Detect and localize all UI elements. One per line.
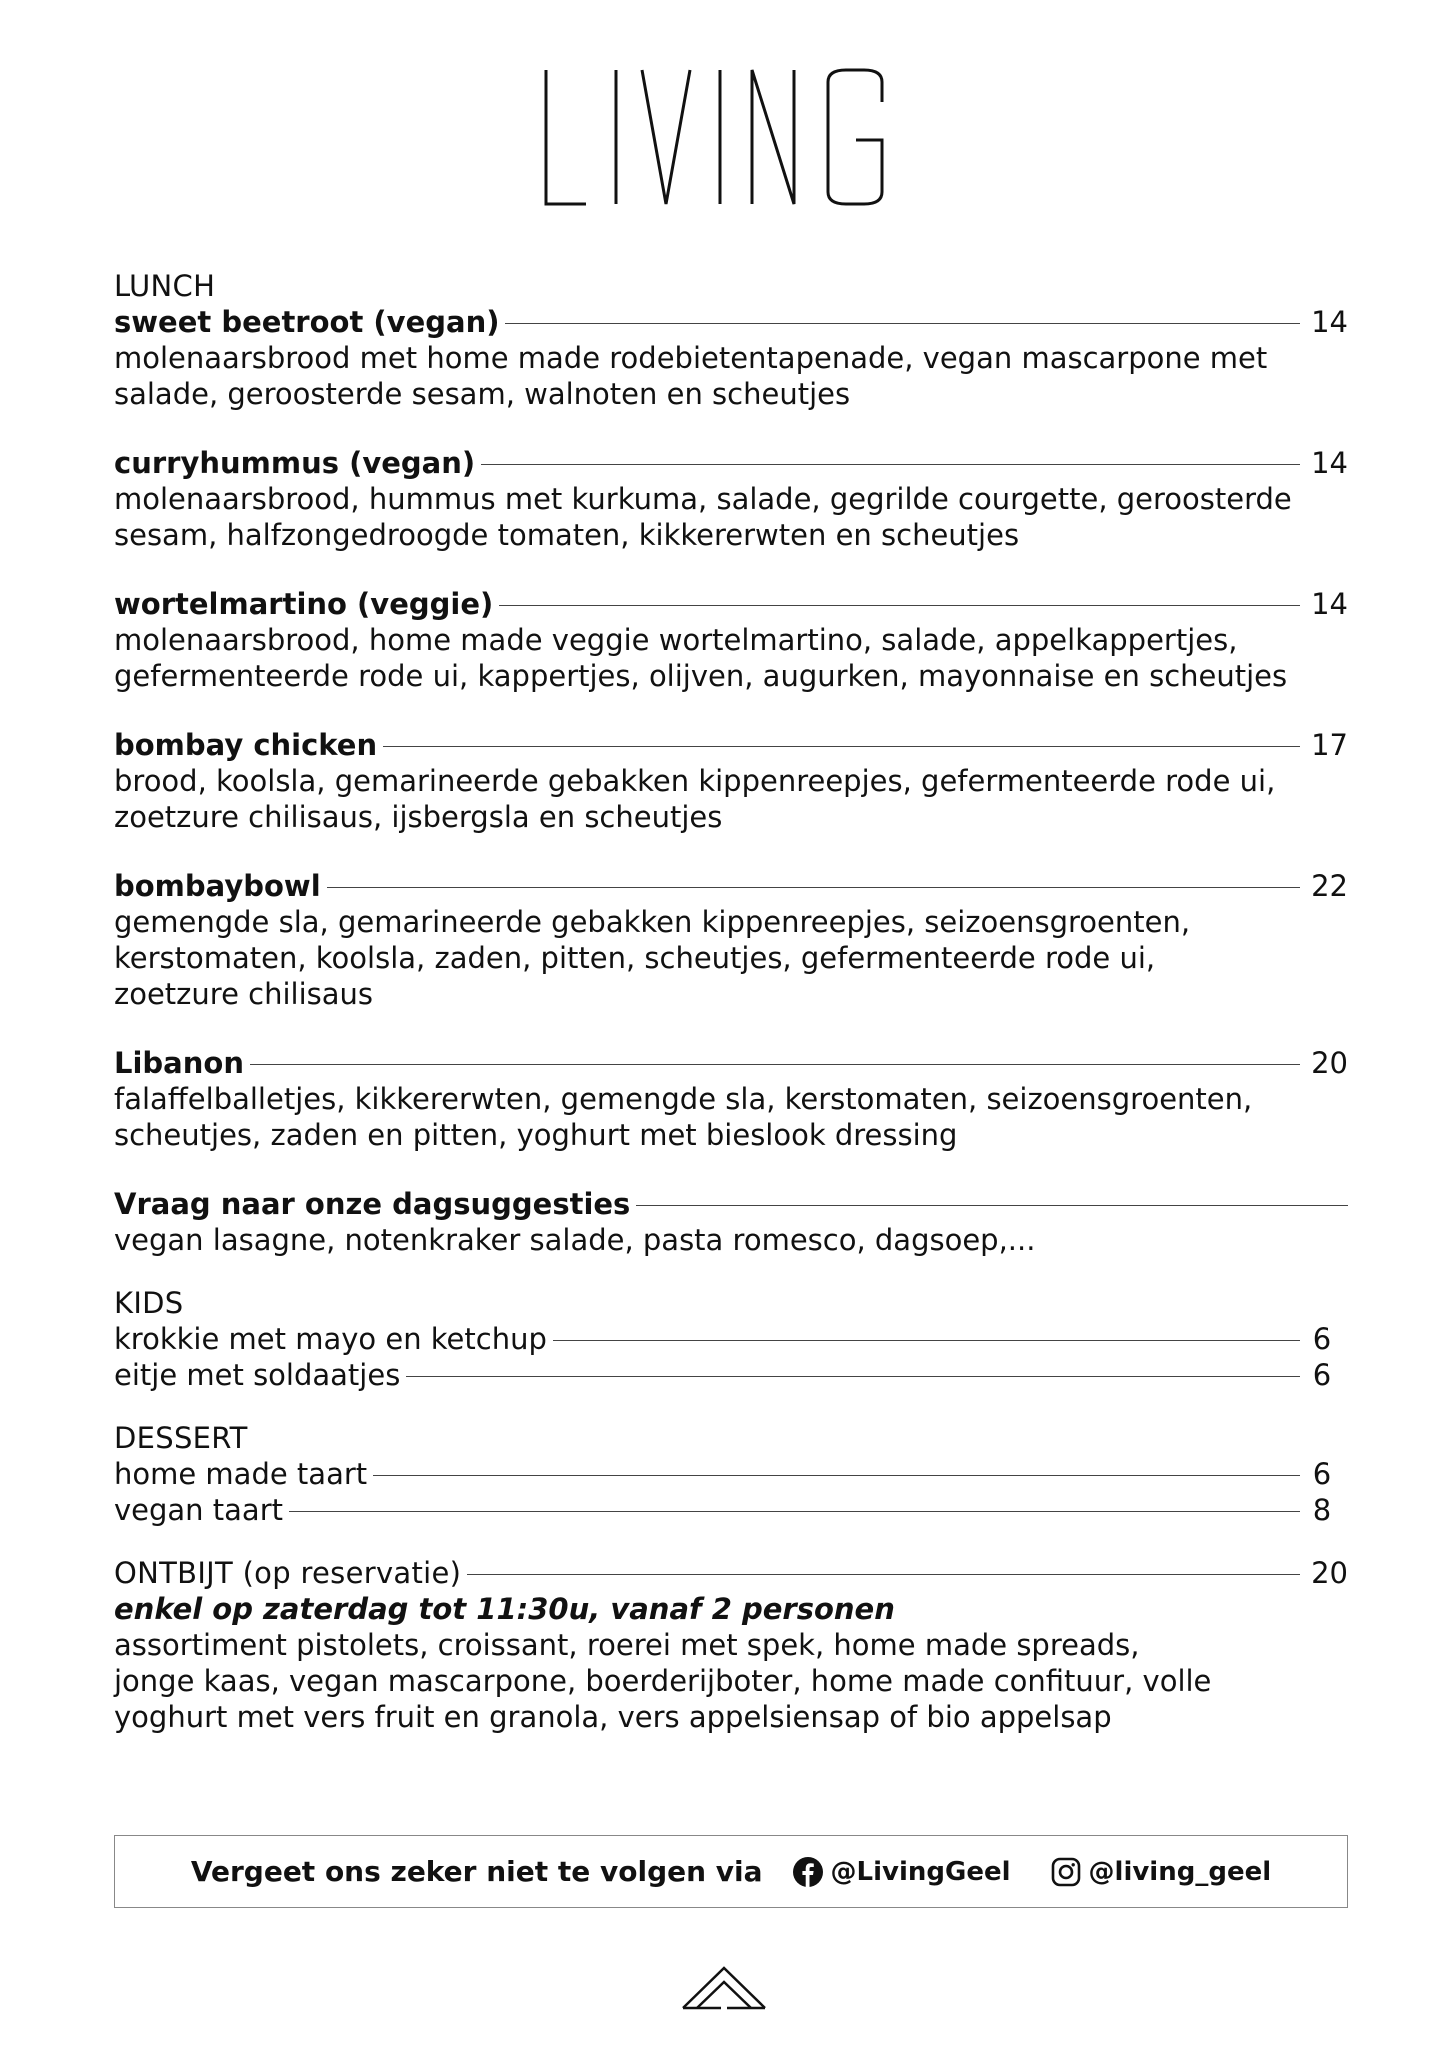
suggestions-title: Vraag naar onze dagsuggesties: [114, 1187, 631, 1221]
item-price: 6: [1312, 1358, 1332, 1392]
section-title-kids: KIDS: [114, 1286, 184, 1320]
leader-line: [373, 1475, 1300, 1476]
breakfast-price: 20: [1311, 1556, 1348, 1590]
item-description: zoetzure chilisaus, ijsbergsla en scheutjes: [114, 800, 723, 834]
item-description: falaffelballetjes, kikkererwten, gemengde sla, kerstomaten, seizoensgroenten,: [114, 1082, 1253, 1116]
brand-mark: [0, 1964, 1448, 2018]
leader-line: [327, 887, 1300, 888]
item-name: vegan taart: [114, 1493, 283, 1527]
leader-line: [499, 605, 1300, 606]
daily-suggestions: [114, 1186, 1348, 1258]
item-price: 14: [1311, 446, 1348, 480]
leader-line: [481, 464, 1300, 465]
item-price: 20: [1311, 1046, 1348, 1080]
leader-line: [250, 1064, 1300, 1065]
breakfast-description: jonge kaas, vegan mascarpone, boerderijboter, home made confituur, volle: [114, 1664, 1212, 1698]
menu-item: [114, 304, 1348, 412]
item-price: 22: [1311, 869, 1348, 903]
item-description: molenaarsbrood, home made veggie wortelmartino, salade, appelkappertjes,: [114, 623, 1238, 657]
item-price: 14: [1311, 587, 1348, 621]
instagram-handle: @living_geel: [1088, 1856, 1272, 1887]
breakfast-note: enkel op zaterdag tot 11:30u, vanaf 2 personen: [114, 1592, 895, 1626]
instagram-icon: [1051, 1857, 1081, 1887]
menu-item: [114, 445, 1348, 553]
item-name: wortelmartino (veggie): [114, 587, 494, 621]
menu-content: [114, 268, 1348, 1735]
item-description: salade, geroosterde sesam, walnoten en scheutjes: [114, 377, 851, 411]
item-description: scheutjes, zaden en pitten, yoghurt met bieslook dressing: [114, 1118, 958, 1152]
suggestions-description: vegan lasagne, notenkraker salade, pasta romesco, dagsoep,...: [114, 1223, 1036, 1257]
item-name: bombaybowl: [114, 869, 321, 903]
menu-item: [114, 1456, 1348, 1492]
item-description: molenaarsbrood met home made rodebietentapenade, vegan mascarpone met: [114, 341, 1268, 375]
item-price: 6: [1312, 1322, 1332, 1356]
item-price: 17: [1311, 728, 1348, 762]
menu-item: [114, 727, 1348, 835]
menu-item: [114, 1321, 1348, 1357]
leader-line: [406, 1376, 1300, 1377]
item-description: sesam, halfzongedroogde tomaten, kikkererwten en scheutjes: [114, 518, 1020, 552]
item-price: 6: [1312, 1457, 1332, 1491]
menu-item: [114, 1045, 1348, 1153]
menu-item: [114, 586, 1348, 694]
item-name: krokkie met mayo en ketchup: [114, 1322, 547, 1356]
menu-item: [114, 1492, 1348, 1528]
item-name: curryhummus (vegan): [114, 446, 476, 480]
item-name: bombay chicken: [114, 728, 378, 762]
item-description: molenaarsbrood, hummus met kurkuma, salade, gegrilde courgette, geroosterde: [114, 482, 1292, 516]
item-name: home made taart: [114, 1457, 368, 1491]
leader-line: [383, 746, 1300, 747]
leader-line: [636, 1205, 1348, 1206]
item-description: brood, koolsla, gemarineerde gebakken kippenreepjes, gefermenteerde rode ui,: [114, 764, 1276, 798]
section-title-breakfast: ONTBIJT (op reservatie): [114, 1556, 462, 1590]
follow-text: Vergeet ons zeker niet te volgen via: [190, 1855, 763, 1888]
menu-item: [114, 868, 1348, 1012]
roof-logo-icon: [681, 1964, 767, 2014]
section-title-lunch: LUNCH: [114, 269, 216, 303]
facebook-link[interactable]: [793, 1857, 1011, 1887]
facebook-handle: @LivingGeel: [830, 1856, 1011, 1887]
section-title-dessert: DESSERT: [114, 1421, 248, 1455]
brand-logo: [0, 62, 1448, 216]
item-description: gefermenteerde rode ui, kappertjes, olijven, augurken, mayonnaise en scheutjes: [114, 659, 1288, 693]
item-description: zoetzure chilisaus: [114, 977, 373, 1011]
item-description: kerstomaten, koolsla, zaden, pitten, scheutjes, gefermenteerde rode ui,: [114, 941, 1156, 975]
item-name: sweet beetroot (vegan): [114, 305, 500, 339]
breakfast-description: assortiment pistolets, croissant, roerei met spek, home made spreads,: [114, 1628, 1140, 1662]
leader-line: [505, 323, 1300, 324]
item-price: 8: [1312, 1493, 1332, 1527]
item-description: gemengde sla, gemarineerde gebakken kippenreepjes, seizoensgroenten,: [114, 905, 1191, 939]
leader-line: [467, 1574, 1300, 1575]
item-name: eitje met soldaatjes: [114, 1358, 401, 1392]
item-name: Libanon: [114, 1046, 244, 1080]
item-price: 14: [1311, 305, 1348, 339]
breakfast-description: yoghurt met vers fruit en granola, vers appelsiensap of bio appelsap: [114, 1700, 1112, 1734]
leader-line: [289, 1511, 1300, 1512]
social-footer: [114, 1835, 1348, 1908]
living-wordmark: [538, 62, 910, 212]
instagram-link[interactable]: [1051, 1857, 1272, 1887]
leader-line: [553, 1340, 1300, 1341]
facebook-icon: [793, 1857, 823, 1887]
breakfast-section: [114, 1555, 1348, 1735]
menu-item: [114, 1357, 1348, 1393]
